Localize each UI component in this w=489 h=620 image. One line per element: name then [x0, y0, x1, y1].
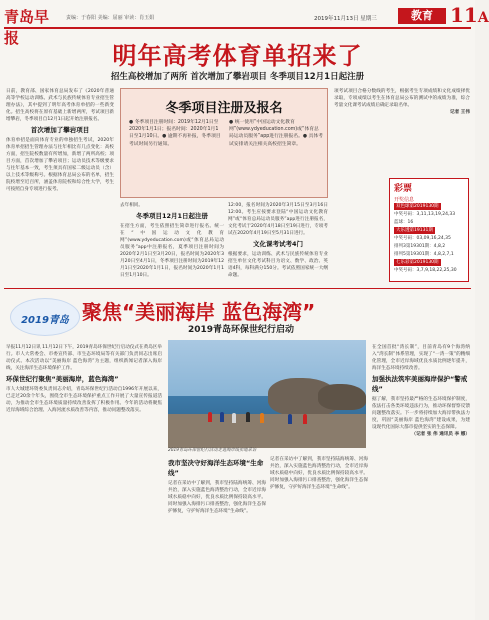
lottery-row: 大乐透第19131期	[396, 228, 433, 233]
lottery-row: 排列3第19301期：4,8,2	[394, 244, 446, 249]
lottery-box	[389, 178, 469, 282]
main-headline: 明年高考体育单招来了	[112, 42, 363, 70]
article-column-1	[6, 88, 114, 284]
article-intro: 日前，教育部、国家体育总局发布了《2020年普通高等学校运动训练、武术与民族传统体育专业招生管理办法》，其中提到了明年高考体育单招的一些新变化。招生高校将在原有基础上新增两所，考试项目新增攀岩，冬季项目自12月1日起开始注册报名。	[6, 89, 114, 122]
feature-body-1: 市人大城建环资委负责同志介绍，青岛环保世纪行活动自1996年开展以来，已走过20余个年头，围绕全市生态环境保护重点工作开展了大量宣传报道活动，为推动全市生态环境质量持续改善发挥了积极作用。今年的活动将聚焦近岸海域综合治理、入海河流水质改善等内容，推动问题整改落实。	[6, 387, 162, 413]
lottery-row: 蓝球：16	[394, 220, 414, 225]
article-body-5: 项考试项目合格分数线的考生，根据考生专项成绩和文化成绩择优录取，专项成绩以考生在体育总局公布的测试中的成绩为准，综合考量文化课考试成绩后确定录取名单。	[334, 89, 470, 108]
lottery-row: 中奖号码：3,7,9,18,22,25,30	[394, 268, 457, 273]
feature-column-4	[372, 344, 470, 616]
feature-subheading-3: 加强执法筑牢美丽海岸保护“警戒线”	[372, 375, 468, 393]
subheading-climbing: 首次增加了攀岩项目	[30, 126, 90, 134]
feature-body-3: 据了解，我市坚持最严格的生态环境保护制度，依法打击各类环境违法行为，推动环保督察反馈问题整改落实。下一步将持续加大海岸带执法力度，巩固“美丽海岸 蓝色海湾”建设成果，为建设现代化国际大都市提供坚实的生态保障。	[372, 397, 470, 430]
article-body-1: 体育单招是面向体育专业的单独招生考试，2020年体育单招招生管理办法与往年相比有几点变化：高校方面，招生院校数量有所增加，新增了两所高校；项目方面，首次增加了攀岩项目；运动员技术等级要求与往年基本一致，考生须具有国家二级运动员（含）以上技术等级称号。根据体育总局公布的名单，招生院校增至近百所，涵盖体育院校和综合性大学，考生可按照自身专项进行报考。	[6, 138, 114, 192]
lottery-title: 彩票	[394, 184, 413, 194]
header-rule	[4, 27, 471, 29]
feature-column-2	[168, 456, 266, 616]
page-number: 11A	[450, 3, 489, 27]
feature-column-1	[6, 344, 162, 616]
subheading-culture: 文化课考试考4门	[252, 240, 304, 248]
feature-body-2b: 记者在采访中了解到，我市坚持陆海统筹、河海共治，深入实施蓝色海湾整治行动，全市近岸海域水质稳中向好，优良水质比例保持较高水平。同时加强入海排污口排查整治，强化海洋生态保护修复，守护好海洋生态环境“生命线”。	[270, 457, 368, 490]
article-column-5	[334, 88, 470, 174]
article-body-3: 在招生方面，考生依照招生简章进行报名。统一在“中国运动文化教育网”(www.ydyeducation.com)或“体育总局运动员服务”app中注册报名，夏季项目注册时间为2020年2月1日至3月20日，报名时间为2020年3月20日至4月1日，冬季项目注册时间为2019年12月1日至2020年1月1日，报名时间为2020年1月1日至1月10日。	[120, 224, 224, 278]
section-label: 教育	[398, 8, 446, 24]
registration-box	[120, 88, 328, 198]
registration-box-left: ● 冬季项目注册时间：2019年12月1日至2020年1月1日；报名时间：2020年1月1日至1月10日。● 逾期不再补报，冬季项目考试时间另行通知。	[129, 120, 221, 147]
photo-caption: 2019青岛环保世纪行活动走进海岸线实地采访	[168, 448, 257, 453]
lottery-row: 排列5第19301期：4,8,2,7,1	[394, 252, 454, 257]
article-column-4	[228, 202, 328, 286]
article-body-4b: 根据要求，运动训练、武术与民族传统体育专业招生单位文化考试科目为语文、数学、政治、英语4科，每科满分150分。考试依照国家统一大纲命题。	[228, 252, 328, 278]
main-subhead: 招生高校增加了两所 首次增加了攀岩项目 冬季项目12月1日起注册	[110, 72, 365, 82]
article-continuation: 去年相同。	[120, 203, 143, 208]
feature-photo	[168, 340, 366, 448]
issue-date: 2019年11月13日 星期三	[314, 16, 377, 22]
article-column-3	[120, 202, 224, 286]
feature-body-right: 在全国首批“湾长制”，目前青岛有9个海湾纳入“湾长制”体系管理，实现了“一湾一策”的精细化管理，全市近岸海域优良水质比例逐年提升，海洋生态环境持续改善。	[372, 345, 470, 371]
lottery-row: 中奖号码：3,11,13,19,24,33	[394, 212, 456, 217]
editor-credits: 责编：于春阳 美编：屈丽 审读：肖玉娟	[66, 15, 155, 21]
newspaper-logo: 青岛早报	[4, 8, 50, 47]
section-divider	[4, 288, 471, 289]
lottery-subtitle: 开奖信息	[394, 197, 415, 203]
feature-lead: 早报11月12日讯 11月12日下午，2019青岛环保世纪行启动仪式在黄岛区举行。市人大常委会、市委宣传部、市生态环境局等有关部门负责同志出席启动仪式。本次活动以“美丽海岸 蓝色海湾”为主题，组织新闻记者深入海岸线，关注海洋生态环境保护工作。	[6, 345, 162, 371]
registration-box-right: ● 统一使用“中国运动文化教育网”(www.ydyeducation.com)或“体育总局运动员服务”app进行注册报名。● 具体考试安排请关注相关高校招生简章。	[229, 120, 323, 147]
feature-headline: 聚焦“美丽海岸 蓝色海湾”	[82, 300, 316, 324]
feature-body-2: 记者在采访中了解到，我市坚持陆海统筹、河海共治，深入实施蓝色海湾整治行动，全市近岸海域水质稳中向好，优良水质比例保持较高水平。同时加强入海排污口排查整治，强化海洋生态保护修复，守护好海洋生态环境“生命线”。	[168, 481, 266, 514]
subheading-winter: 冬季项目12月1日起注册	[135, 212, 209, 220]
masthead	[4, 3, 489, 47]
lottery-row: 中奖号码：03,09,16,24,35	[394, 236, 451, 241]
reporter-byline: 记者 王伟	[450, 110, 470, 115]
article-body-4: 12:00，报名时间为2020年3月15日至3月16日12:00。考生应按要求登陆“中国运动文化教育网”或“体育总局运动员服务”app进行注册报名，文化考试于2020年4月18日至19日进行，专项考试在2020年4月19日至5月31日进行。	[228, 203, 328, 236]
feature-subhead: 2019青岛环保世纪行启动	[188, 325, 295, 335]
feature-subheading-1: 环保世纪行聚焦“美丽海岸，蓝色海湾”	[6, 375, 119, 383]
feature-reporter: （记者 张 伟 通讯员 李 娜）	[411, 432, 470, 437]
lottery-row: 七乐彩第2019130期	[396, 260, 439, 265]
feature-column-3	[270, 456, 368, 616]
lottery-row: 双色球第2019130期	[396, 204, 439, 209]
registration-box-title: 冬季项目注册及报名	[165, 101, 283, 116]
campaign-logo: 2019青岛	[10, 298, 80, 336]
feature-subheading-2: 我市坚决守好海洋生态环境“生命线”	[168, 459, 264, 477]
